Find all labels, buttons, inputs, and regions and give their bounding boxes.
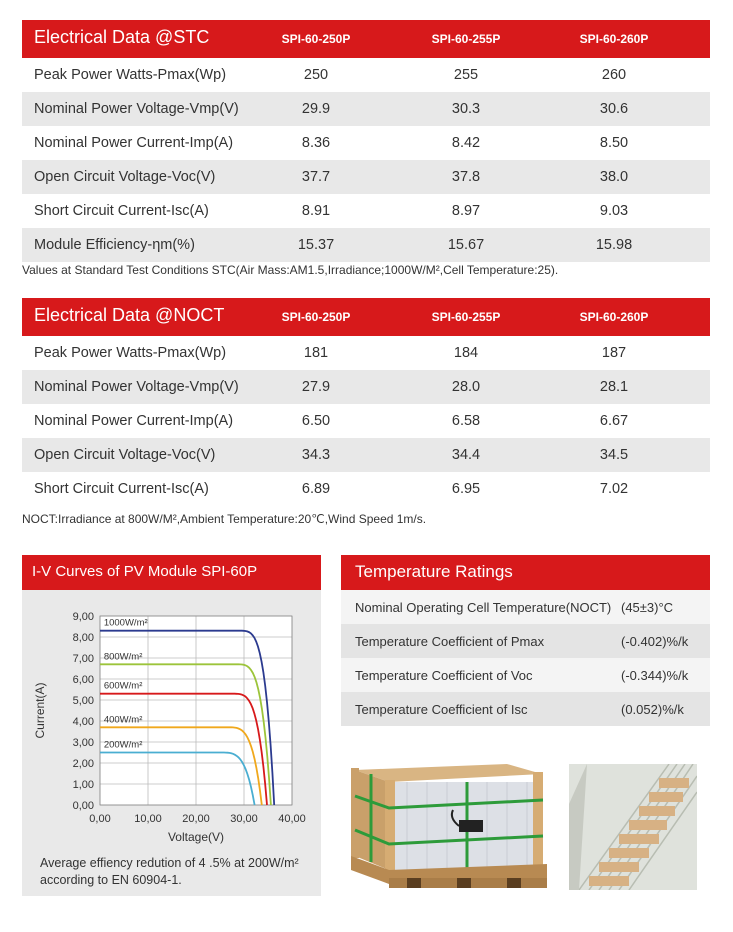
y-tick-label: 2,00 [72, 758, 94, 770]
x-tick-label: 10,00 [134, 813, 162, 825]
row-label: Open Circuit Voltage-Voc(V) [34, 169, 216, 185]
cell-value: 30.3 [451, 101, 481, 117]
cell-value: 37.8 [451, 169, 481, 185]
cell-value: 6.58 [451, 413, 481, 429]
cell-value: 8.36 [301, 135, 331, 151]
table-row [22, 126, 710, 160]
table-row [22, 370, 710, 404]
cell-value: 181 [303, 345, 329, 361]
cell-value: 27.9 [301, 379, 331, 395]
x-tick-label: 20,00 [182, 813, 210, 825]
table-row [22, 92, 710, 126]
y-tick-label: 1,00 [72, 779, 94, 791]
cell-value: 38.0 [599, 169, 629, 185]
x-axis-label: Voltage(V) [167, 830, 225, 844]
table-row [22, 228, 710, 262]
series-label: 800W/m² [103, 651, 143, 663]
y-tick-label: 4,00 [72, 716, 94, 728]
table-row [341, 590, 710, 624]
row-label: Peak Power Watts-Pmax(Wp) [34, 67, 227, 83]
cell-value: 34.5 [599, 447, 629, 463]
column-header: SPI-60-260P [579, 32, 649, 46]
row-label: Module Efficiency-ηm(%) [34, 237, 195, 253]
table-row [22, 160, 710, 194]
iv-curve-title: I-V Curves of PV Module SPI-60P [32, 563, 258, 580]
cell-value: 15.98 [595, 237, 633, 253]
cell-value: 34.3 [301, 447, 331, 463]
y-axis-label: Current(A) [33, 682, 47, 739]
cell-value: 28.1 [599, 379, 629, 395]
y-tick-label: 5,00 [72, 695, 94, 707]
table-row [22, 404, 710, 438]
cell-value: 8.97 [451, 203, 481, 219]
cell-value: 8.50 [599, 135, 629, 151]
cell-value: 34.4 [451, 447, 481, 463]
cell-value: 250 [303, 67, 329, 83]
cell-value: 15.37 [297, 237, 335, 253]
cell-value: 29.9 [301, 101, 331, 117]
cell-value: 187 [601, 345, 627, 361]
cell-value: 28.0 [451, 379, 481, 395]
column-header: SPI-60-250P [281, 32, 351, 46]
y-tick-label: 6,00 [72, 674, 94, 686]
cell-value: 260 [601, 67, 627, 83]
column-header: SPI-60-260P [579, 310, 649, 324]
stc-table-header [22, 20, 710, 58]
column-header: SPI-60-250P [281, 310, 351, 324]
series-label: 400W/m² [103, 714, 143, 726]
series-label: 200W/m² [103, 739, 143, 751]
column-header: SPI-60-255P [431, 310, 501, 324]
row-label: Peak Power Watts-Pmax(Wp) [34, 345, 227, 361]
row-label: Temperature Coefficient of Pmax [355, 634, 545, 649]
cell-value: (45±3)°C [621, 600, 674, 615]
stc-table [22, 20, 710, 262]
stc-title: Electrical Data @STC [34, 27, 210, 47]
y-tick-label: 7,00 [72, 653, 94, 665]
cell-value: 8.91 [301, 203, 331, 219]
noct-title: Electrical Data @NOCT [34, 305, 225, 325]
table-row [341, 692, 710, 726]
cell-value: (-0.344)%/k [621, 668, 689, 683]
x-tick-label: 40,00 [278, 813, 306, 825]
cell-value: (0.052)%/k [621, 702, 684, 717]
temperature-header [341, 555, 710, 590]
temperature-table [341, 555, 710, 726]
iv-curve-panel [22, 555, 321, 896]
noct-table [22, 298, 710, 506]
cell-value: 6.50 [301, 413, 331, 429]
table-row [22, 58, 710, 92]
row-label: Temperature Coefficient of Voc [355, 668, 533, 683]
row-label: Nominal Power Voltage-Vmp(V) [34, 101, 239, 117]
column-header: SPI-60-255P [431, 32, 501, 46]
cell-value: 6.89 [301, 481, 331, 497]
table-row [341, 658, 710, 692]
temperature-title: Temperature Ratings [355, 562, 513, 581]
row-label: Nominal Operating Cell Temperature(NOCT) [355, 600, 612, 615]
pallet-crate-photo [347, 760, 550, 897]
cell-value: 15.67 [447, 237, 485, 253]
table-row [341, 624, 710, 658]
stc-note: Values at Standard Test Conditions STC(Air Mass:AM1.5,Irradiance;1000W/M²,Cell Temperature:25). [22, 263, 559, 277]
y-tick-label: 0,00 [72, 800, 94, 812]
row-label: Open Circuit Voltage-Voc(V) [34, 447, 216, 463]
noct-table-header [22, 298, 710, 336]
y-tick-label: 8,00 [72, 632, 94, 644]
y-tick-label: 9,00 [72, 611, 94, 623]
cell-value: 6.95 [451, 481, 481, 497]
cell-value: 30.6 [599, 101, 629, 117]
series-label: 600W/m² [103, 680, 143, 692]
cell-value: 7.02 [599, 481, 629, 497]
cell-value: 9.03 [599, 203, 629, 219]
row-label: Nominal Power Current-Imp(A) [34, 413, 234, 429]
panel-stack-photo [569, 764, 697, 890]
cell-value: 184 [453, 345, 479, 361]
table-row [22, 194, 710, 228]
y-tick-label: 3,00 [72, 737, 94, 749]
series-label: 1000W/m² [103, 617, 148, 629]
row-label: Nominal Power Current-Imp(A) [34, 135, 234, 151]
row-label: Short Circuit Current-Isc(A) [34, 203, 209, 219]
table-row [22, 438, 710, 472]
table-row [22, 336, 710, 370]
cell-value: 6.67 [599, 413, 629, 429]
row-label: Nominal Power Voltage-Vmp(V) [34, 379, 239, 395]
row-label: Short Circuit Current-Isc(A) [34, 481, 209, 497]
iv-curve-header [22, 555, 321, 590]
table-row [22, 472, 710, 506]
x-tick-label: 30,00 [230, 813, 258, 825]
cell-value: 8.42 [451, 135, 481, 151]
cell-value: 37.7 [301, 169, 331, 185]
cell-value: (-0.402)%/k [621, 634, 689, 649]
noct-note: NOCT:Irradiance at 800W/M²,Ambient Temperature:20℃,Wind Speed 1m/s. [22, 512, 427, 526]
row-label: Temperature Coefficient of Isc [355, 702, 528, 717]
x-tick-label: 0,00 [89, 813, 111, 825]
cell-value: 255 [453, 67, 479, 83]
iv-caption: Average effiency redution of 4 .5% at 200W/m² according to EN 60904-1. [40, 856, 299, 887]
iv-chart [22, 590, 321, 890]
